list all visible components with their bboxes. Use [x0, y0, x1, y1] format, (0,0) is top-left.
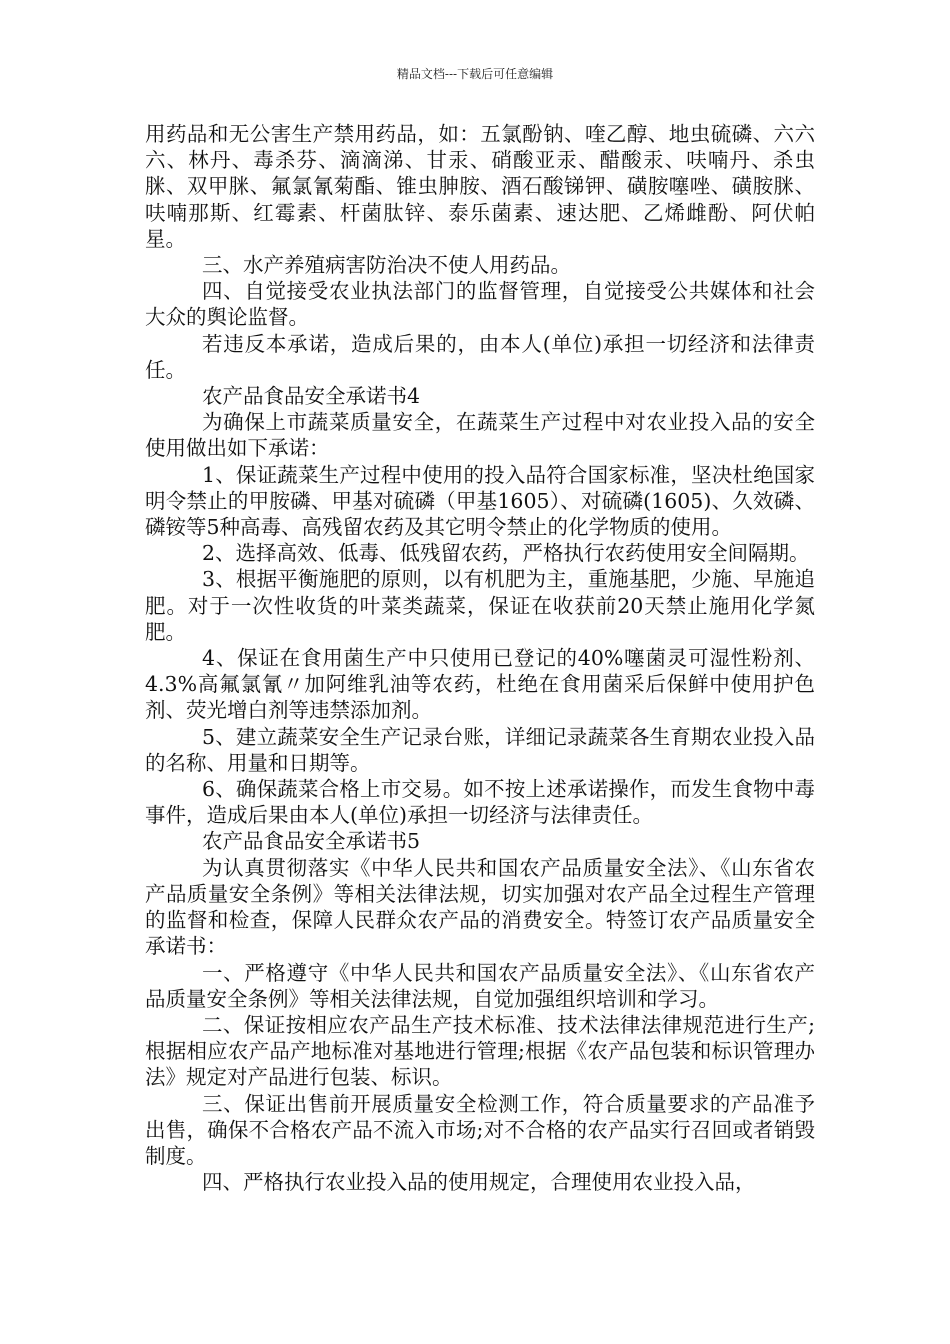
paragraph: 为确保上市蔬菜质量安全，在蔬菜生产过程中对农业投入品的安全使用做出如下承诺：	[145, 410, 815, 461]
paragraph: 一、严格遵守《中华人民共和国农产品质量安全法》、《山东省农产品质量安全条例》等相关法律法规，自觉加强组织培训和学习。	[145, 960, 815, 1011]
paragraph: 5、建立蔬菜安全生产记录台账，详细记录蔬菜各生育期农业投入品的名称、用量和日期等。	[145, 724, 815, 775]
paragraph: 3、根据平衡施肥的原则，以有机肥为主，重施基肥，少施、早施追肥。对于一次性收货的叶菜类蔬菜，保证在收获前20天禁止施用化学氮肥。	[145, 567, 815, 644]
document-body	[145, 121, 815, 1195]
section-heading: 农产品食品安全承诺书4	[202, 384, 421, 409]
paragraph: 用药品和无公害生产禁用药品，如：五氯酚钠、喹乙醇、地虫硫磷、六六六、林丹、毒杀芬、滴滴涕、甘汞、硝酸亚汞、醋酸汞、呋喃丹、杀虫脒、双甲脒、氟氯氰菊酯、锥虫胂胺、酒石酸锑钾、磺胺噻唑、磺胺脒、呋喃那斯、红霉素、杆菌肽锌、泰乐菌素、速达肥、乙烯雌酚、阿伏帕星。	[145, 122, 815, 251]
paragraph: 三、保证出售前开展质量安全检测工作，符合质量要求的产品准予出售，确保不合格农产品不流入市场;对不合格的农产品实行召回或者销毁制度。	[145, 1091, 815, 1168]
paragraph: 1、保证蔬菜生产过程中使用的投入品符合国家标准，坚决杜绝国家明令禁止的甲胺磷、甲基对硫磷（甲基1605）、对硫磷(1605)、久效磷、磷铵等5种高毒、高残留农药及其它明令禁止的化学物质的使用。	[145, 462, 815, 540]
paragraph: 三、水产养殖病害防治决不使人用药品。	[202, 253, 571, 278]
paragraph: 若违反本承诺，造成后果的，由本人(单位)承担一切经济和法律责任。	[145, 331, 815, 382]
paragraph: 二、保证按相应农产品生产技术标准、技术法律法律规范进行生产;根据相应农产品产地标准对基地进行管理;根据《农产品包装和标识管理办法》规定对产品进行包装、标识。	[145, 1012, 815, 1090]
paragraph: 2、选择高效、低毒、低残留农药，严格执行农药使用安全间隔期。	[202, 541, 810, 566]
section-heading: 农产品食品安全承诺书5	[202, 829, 421, 854]
page-header: 精品文档---下载后可任意编辑	[396, 67, 554, 81]
paragraph: 为认真贯彻落实《中华人民共和国农产品质量安全法》、《山东省农产品质量安全条例》等相关法律法规，切实加强对农产品全过程生产管理的监督和检查，保障人民群众农产品的消费安全。特签订农产品质量安全承诺书：	[145, 855, 815, 959]
paragraph: 6、确保蔬菜合格上市交易。如不按上述承诺操作，而发生食物中毒事件，造成后果由本人(单位)承担一切经济与法律责任。	[145, 777, 815, 828]
paragraph: 4、保证在食用菌生产中只使用已登记的40%噻菌灵可湿性粉剂、4.3%高氟氯氰〃加阿维乳油等农药，杜绝在食用菌采后保鲜中使用护色剂、荧光增白剂等违禁添加剂。	[145, 646, 815, 723]
paragraph: 四、自觉接受农业执法部门的监督管理，自觉接受公共媒体和社会大众的舆论监督。	[145, 279, 815, 330]
paragraph: 四、严格执行农业投入品的使用规定，合理使用农业投入品，	[202, 1170, 756, 1195]
